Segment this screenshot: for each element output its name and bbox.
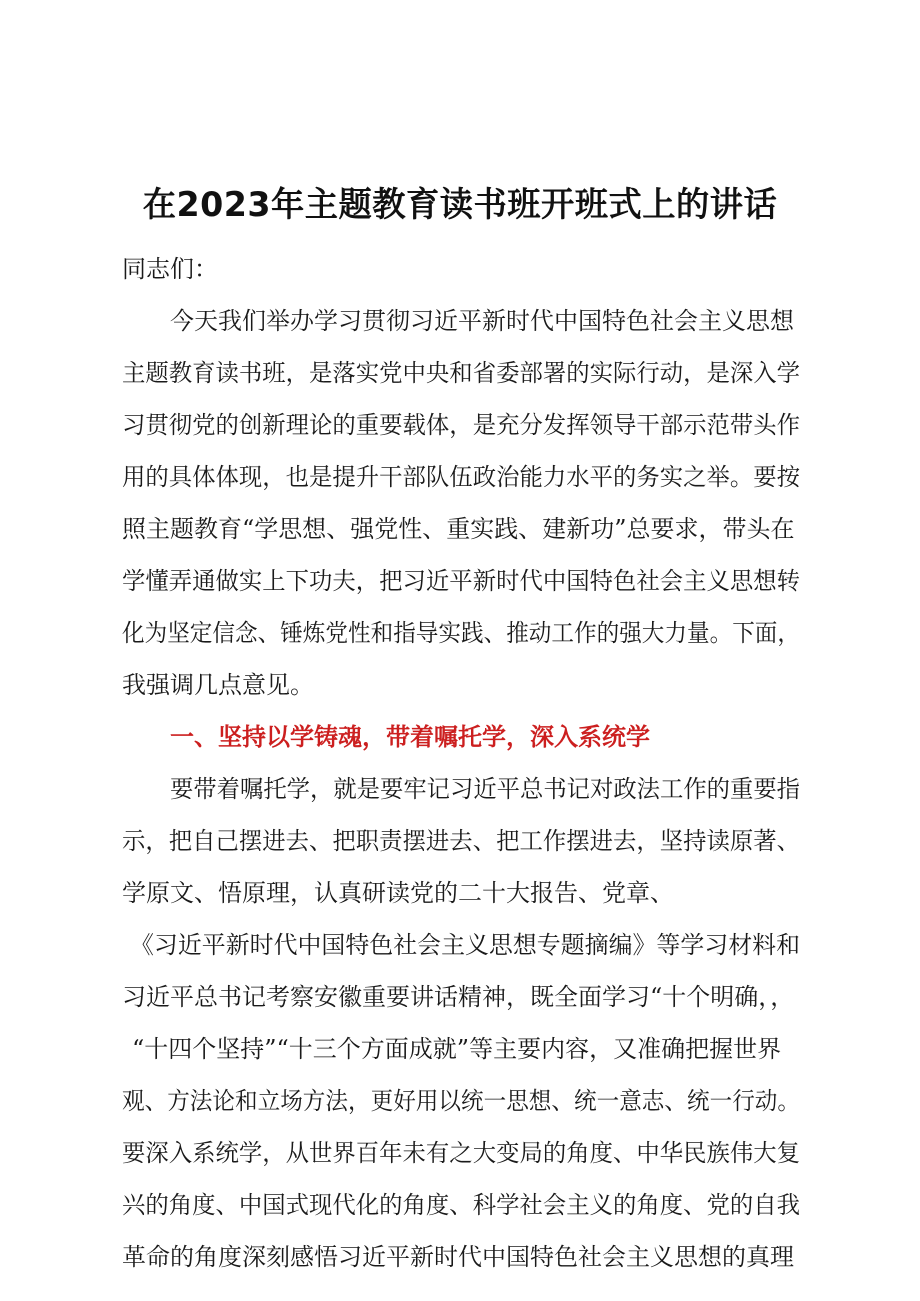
section-heading: 一、坚持以学铸魂，带着嘱托学，深入系统学: [170, 723, 650, 751]
paragraph-line: 学懂弄通做实上下功夫，把习近平新时代中国特色社会主义思想转: [122, 567, 800, 595]
paragraph-line: 习贯彻党的创新理论的重要载体，是充分发挥领导干部示范带头作: [122, 411, 800, 439]
paragraph-line: 学原文、悟原理，认真研读党的二十大报告、党章、: [122, 879, 674, 907]
paragraph-line: 要深入系统学，从世界百年未有之大变局的角度、中华民族伟大复: [122, 1139, 800, 1167]
paragraph-line: 《习近平新时代中国特色社会主义思想专题摘编》等学习材料和: [130, 931, 800, 959]
paragraph-line: 我强调几点意见。: [122, 671, 314, 699]
document-title: 在2023年主题教育读书班开班式上的讲话: [142, 185, 778, 225]
paragraph-line: “十四个坚持”“十三个方面成就”等主要内容，又准确把握世界: [132, 1035, 782, 1063]
paragraph-line: 要带着嘱托学，就是要牢记习近平总书记对政法工作的重要指: [170, 775, 800, 803]
salutation: 同志们：: [122, 255, 218, 283]
paragraph-line: 今天我们举办学习贯彻习近平新时代中国特色社会主义思想: [170, 307, 794, 335]
paragraph-line: 兴的角度、中国式现代化的角度、科学社会主义的角度、党的自我: [122, 1191, 800, 1219]
paragraph-line: 用的具体体现，也是提升干部队伍政治能力水平的务实之举。要按: [122, 463, 800, 491]
paragraph-line: 革命的角度深刻感悟习近平新时代中国特色社会主义思想的真理: [122, 1243, 794, 1271]
paragraph-line: 照主题教育“学思想、强党性、重实践、建新功”总要求，带头在: [122, 515, 795, 543]
paragraph-line: 习近平总书记考察安徽重要讲话精神，既全面学习“十个明确，，: [122, 983, 795, 1011]
paragraph-line: 主题教育读书班，是落实党中央和省委部署的实际行动，是深入学: [122, 359, 800, 387]
paragraph-line: 观、方法论和立场方法，更好用以统一思想、统一意志、统一行动。: [122, 1087, 800, 1115]
paragraph-line: 化为坚定信念、锤炼党性和指导实践、推动工作的强大力量。下面，: [122, 619, 800, 647]
paragraph-line: 示，把自己摆进去、把职责摆进去、把工作摆进去，坚持读原著、: [122, 827, 800, 855]
